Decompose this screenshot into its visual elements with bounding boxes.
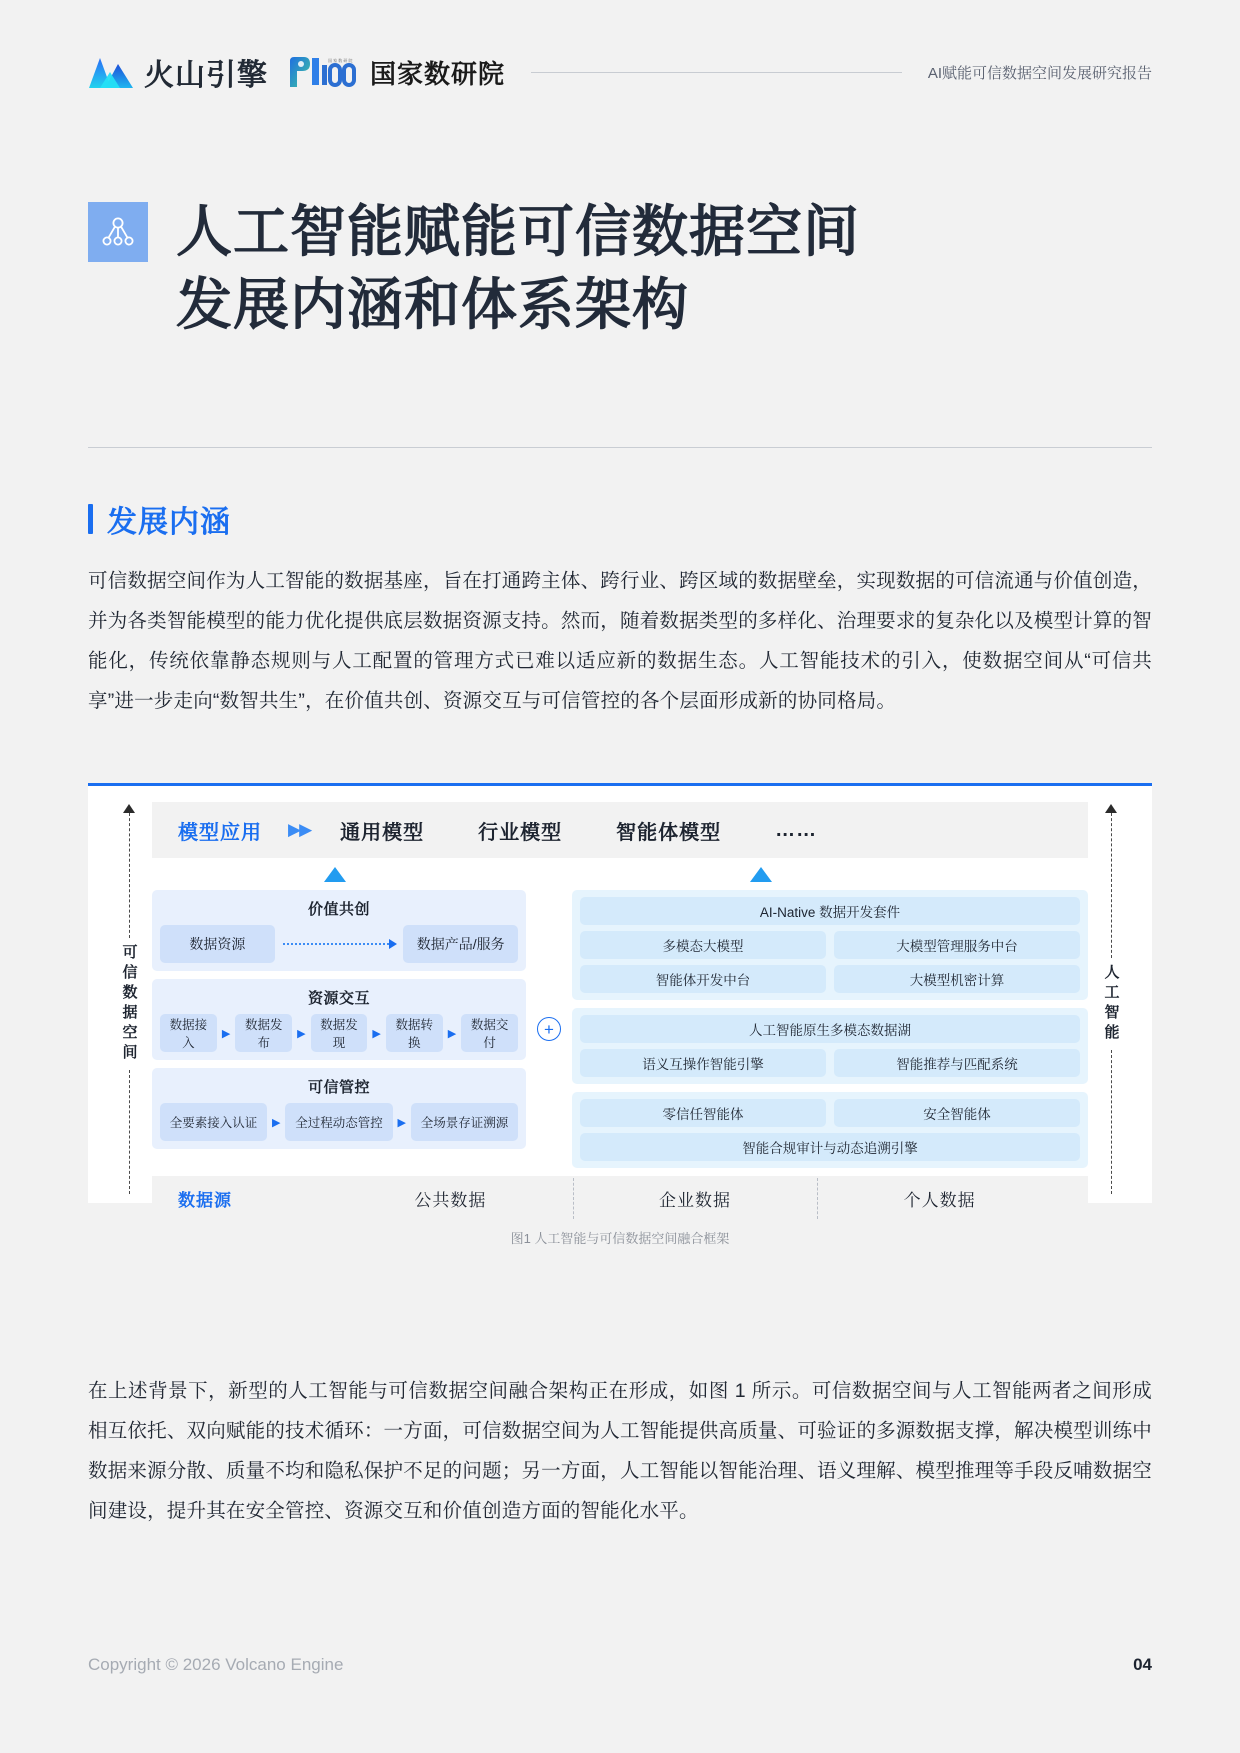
figure-center-column xyxy=(152,802,1088,1220)
chip-data-discover: 数据发现 xyxy=(311,1014,368,1052)
right-axis-line-top xyxy=(1111,813,1112,958)
page-title-block xyxy=(88,196,1152,342)
section-accent-bar xyxy=(88,504,93,534)
upward-arrows-row xyxy=(152,858,1088,890)
model-item-general: 通用模型 xyxy=(340,821,425,844)
ai-large-model-mgmt-platform: 大模型管理服务中台 xyxy=(834,931,1080,959)
flow-arrow-icon: ▶ xyxy=(221,1027,231,1040)
page-title-line-1: 人工智能赋能可信数据空间 xyxy=(176,200,860,263)
title-badge xyxy=(88,202,148,262)
nri-wordmark: 国家数研院 xyxy=(370,59,506,89)
model-application-label: 模型应用 xyxy=(178,821,262,844)
data-source-label: 数据源 xyxy=(178,1190,232,1210)
ai-large-model-confidential-computing: 大模型机密计算 xyxy=(834,965,1080,993)
volcano-mountain-icon xyxy=(88,54,134,90)
chip-data-publish: 数据发布 xyxy=(235,1014,292,1052)
figure-left-axis xyxy=(106,802,152,1220)
page-title xyxy=(176,196,860,342)
model-item-agent: 智能体模型 xyxy=(616,821,722,844)
chip-full-scene-traceability: 全场景存证溯源 xyxy=(411,1103,518,1141)
flow-arrow-icon: ▶ xyxy=(397,1116,406,1129)
arrow-up-left-icon xyxy=(324,867,346,882)
ai-semantic-interop-engine: 语义互操作智能引擎 xyxy=(580,1049,826,1077)
hierarchy-node-icon xyxy=(100,214,136,250)
ai-group-native-toolkit xyxy=(572,890,1088,1000)
national-data-research-institute-logo xyxy=(288,54,505,91)
model-application-band xyxy=(152,802,1088,858)
ai-native-data-dev-suite: AI-Native 数据开发套件 xyxy=(580,897,1080,925)
group-value-cocreation-title: 价值共创 xyxy=(307,901,370,918)
group-trusted-governance-title: 可信管控 xyxy=(307,1079,370,1096)
artificial-intelligence-column xyxy=(572,890,1088,1168)
figure-container xyxy=(88,783,1152,1246)
dotted-arrow-icon xyxy=(275,925,404,963)
section-heading-text: 发展内涵 xyxy=(107,506,231,539)
page-header xyxy=(88,44,1152,100)
ai-smart-recommend-match-system: 智能推荐与匹配系统 xyxy=(834,1049,1080,1077)
chip-data-product-service: 数据产品/服务 xyxy=(403,925,518,963)
flow-arrow-icon: ▶ xyxy=(447,1027,457,1040)
ai-group-security-agents xyxy=(572,1092,1088,1168)
svg-text:国 家 数 研 院: 国 家 数 研 院 xyxy=(328,58,353,63)
header-document-title: AI赋能可信数据空间发展研究报告 xyxy=(927,64,1152,82)
left-axis-line-bottom xyxy=(129,1070,130,1195)
left-axis-line-top xyxy=(129,813,130,938)
double-arrow-icon: ▶▶ xyxy=(288,820,311,839)
ai-group-data-lake xyxy=(572,1008,1088,1084)
group-value-cocreation xyxy=(152,890,526,971)
figure-columns xyxy=(152,890,1088,1168)
footer-page-number: 04 xyxy=(1133,1655,1152,1674)
ai-native-multimodal-data-lake: 人工智能原生多模态数据湖 xyxy=(580,1015,1080,1043)
footer-copyright: Copyright © 2026 Volcano Engine xyxy=(88,1655,344,1674)
arrow-up-right-icon xyxy=(750,867,772,882)
figure-caption: 图1 人工智能与可信数据空间融合框架 xyxy=(510,1231,730,1246)
left-axis-label: 可信数据空间 xyxy=(120,943,138,1064)
ai-agent-dev-platform: 智能体开发中台 xyxy=(580,965,826,993)
model-item-industry: 行业模型 xyxy=(478,821,563,844)
group-resource-interaction xyxy=(152,979,526,1060)
chip-full-element-auth: 全要素接入认证 xyxy=(160,1103,267,1141)
ai-security-agent: 安全智能体 xyxy=(834,1099,1080,1127)
data-source-personal: 个人数据 xyxy=(817,1186,1062,1211)
figure-right-axis xyxy=(1088,802,1134,1220)
body-paragraph-1: 可信数据空间作为人工智能的数据基座，旨在打通跨主体、跨行业、跨区域的数据壁垒，实现数据的可信流通与价值创造，并为各类智能模型的能力优化提供底层数据资源支持。然而，随着数据类型的多样化、治理要求的复杂化以及模型计算的智能化，传统依靠静态规则与人工配置的管理方式已难以适应新的数据生态。人工智能技术的引入，使数据空间从“可信共享”进一步走向“数智共生”，在价值共创、资源交互与可信管控的各个层面形成新的协同格局。 xyxy=(88,570,1152,712)
chip-data-delivery: 数据交付 xyxy=(461,1014,518,1052)
header-divider-line xyxy=(531,72,902,73)
page-footer xyxy=(88,1655,1152,1675)
data-source-enterprise: 企业数据 xyxy=(573,1186,818,1211)
chip-data-ingest: 数据接入 xyxy=(160,1014,217,1052)
nri-emblem-icon xyxy=(288,55,362,89)
section-heading xyxy=(88,497,231,541)
data-source-public: 公共数据 xyxy=(414,1190,487,1210)
plus-icon: + xyxy=(537,1017,561,1041)
body-paragraph-2: 在上述背景下，新型的人工智能与可信数据空间融合架构正在形成，如图 1 所示。可信数据空间与人工智能两者之间形成相互依托、双向赋能的技术循环：一方面，可信数据空间为人工智能提供高质量、可验证的多源数据支撑，解决模型训练中数据来源分散、质量不均和隐私保护不足的问题；另一方面，人工智能以智能治理、语义理解、模型推理等手段反哺数据空间建设，提升其在安全管控、资源交互和价值创造方面的智能化水平。 xyxy=(88,1380,1152,1522)
data-source-band xyxy=(152,1176,1088,1220)
chip-data-resource: 数据资源 xyxy=(160,925,275,963)
chip-full-process-control: 全过程动态管控 xyxy=(285,1103,392,1141)
trusted-data-space-column xyxy=(152,890,526,1168)
ai-compliance-audit-trace-engine: 智能合规审计与动态追溯引擎 xyxy=(580,1133,1080,1161)
title-bottom-divider xyxy=(88,447,1152,448)
right-axis-arrow-icon xyxy=(1105,804,1117,813)
group-resource-interaction-title: 资源交互 xyxy=(307,990,370,1007)
flow-arrow-icon: ▶ xyxy=(297,1027,306,1040)
plus-connector xyxy=(526,890,572,1168)
chip-data-transform: 数据转换 xyxy=(386,1014,443,1052)
ai-multimodal-large-model: 多模态大模型 xyxy=(580,931,826,959)
model-item-ellipsis: …… xyxy=(775,818,818,841)
group-trusted-governance xyxy=(152,1068,526,1149)
left-axis-arrow-icon xyxy=(123,804,135,813)
volcano-engine-logo xyxy=(88,50,268,94)
page-title-line-2: 发展内涵和体系架构 xyxy=(176,272,689,336)
ai-zero-trust-agent: 零信任智能体 xyxy=(580,1099,826,1127)
right-axis-line-bottom xyxy=(1111,1050,1112,1195)
volcano-engine-wordmark: 火山引擎 xyxy=(144,59,268,92)
flow-arrow-icon: ▶ xyxy=(272,1116,281,1129)
right-axis-label: 人工智能 xyxy=(1102,963,1120,1044)
flow-arrow-icon: ▶ xyxy=(372,1027,381,1040)
